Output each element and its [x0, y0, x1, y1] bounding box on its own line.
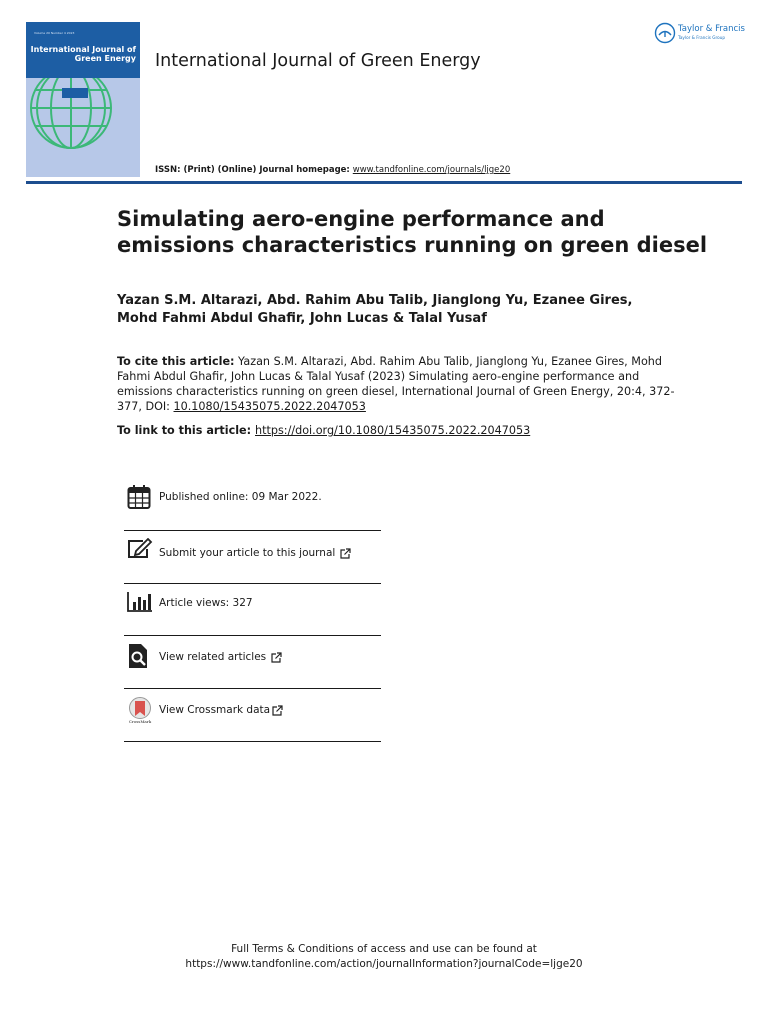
- journal-cover: [26, 22, 140, 177]
- related-articles-link[interactable]: [159, 651, 282, 663]
- journal-name: International Journal of Green Energy: [155, 51, 481, 71]
- external-link-icon: [271, 652, 282, 663]
- citation-block: [117, 354, 677, 414]
- external-link-icon: [340, 548, 351, 559]
- crossmark-text: View Crossmark data: [159, 704, 271, 716]
- publisher-logo-icon: [654, 22, 676, 44]
- crossmark-link[interactable]: [159, 704, 283, 716]
- divider: [124, 530, 381, 531]
- related-articles-item[interactable]: [124, 643, 380, 683]
- issn-line: [155, 165, 510, 175]
- footer-line-1: Full Terms & Conditions of access and use can be found at: [231, 943, 537, 955]
- footer-line-2[interactable]: https://www.tandfonline.com/action/journalInformation?journalCode=ljge20: [185, 958, 583, 970]
- link-label: To link to this article:: [117, 424, 255, 437]
- published-online-item: [124, 484, 380, 524]
- footer: [0, 942, 768, 972]
- publisher-logo[interactable]: [654, 22, 746, 46]
- bar-chart-icon: [127, 591, 153, 613]
- cover-volume-text: Volume 20 Number 4 2023: [34, 31, 75, 35]
- article-title: Simulating aero-engine performance and emissions characteristics running on green diesel: [117, 207, 708, 257]
- published-online-text: Published online: 09 Mar 2022.: [159, 491, 322, 503]
- crossmark-icon: [127, 696, 153, 724]
- issn-prefix: ISSN: (Print) (Online) Journal homepage:: [155, 165, 353, 175]
- edit-icon: [127, 538, 153, 560]
- submit-article-link[interactable]: [159, 547, 351, 559]
- external-link-icon: [272, 705, 283, 716]
- publisher-group: Taylor & Francis Group: [678, 35, 726, 40]
- submit-article-text: Submit your article to this journal: [159, 547, 336, 559]
- article-url-link[interactable]: https://doi.org/10.1080/15435075.2022.2047053: [255, 424, 531, 437]
- divider: [124, 741, 381, 742]
- related-articles-text: View related articles: [159, 651, 267, 663]
- header-rule: [26, 181, 742, 184]
- publisher-name: Taylor & Francis: [678, 24, 745, 34]
- doi-link[interactable]: 10.1080/15435075.2022.2047053: [173, 400, 366, 413]
- cover-title: International Journal of Green Energy: [30, 45, 136, 63]
- divider: [124, 688, 381, 689]
- cite-text: Yazan S.M. Altarazi, Abd. Rahim Abu Talib, Jianglong Yu, Ezanee Gires, Mohd Fahmi Abdul Ghafir, John Lucas & Talal Yusaf (2023) Simulating aero-engine performance and emissions characteristics running on green diesel, International Journal of Green Energy, 20:4, 372-377, DOI:: [117, 355, 675, 413]
- article-views-text: Article views: 327: [159, 597, 253, 609]
- related-search-icon: [127, 643, 151, 669]
- cite-label: To cite this article:: [117, 355, 235, 368]
- crossmark-item[interactable]: [124, 696, 380, 736]
- article-authors: Yazan S.M. Altarazi, Abd. Rahim Abu Talib, Jianglong Yu, Ezanee Gires, Mohd Fahmi Abdul Ghafir, John Lucas & Talal Yusaf: [117, 293, 633, 326]
- article-views-item: [124, 590, 380, 630]
- divider: [124, 583, 381, 584]
- cover-artwork: [26, 78, 140, 177]
- crossmark-badge-text: CrossMark: [128, 719, 152, 724]
- submit-article-item[interactable]: [124, 538, 380, 578]
- article-link-block: [117, 423, 677, 438]
- journal-homepage-link[interactable]: www.tandfonline.com/journals/ljge20: [352, 165, 511, 175]
- divider: [124, 635, 381, 636]
- calendar-icon: [127, 484, 151, 510]
- globe-icon: [26, 78, 140, 177]
